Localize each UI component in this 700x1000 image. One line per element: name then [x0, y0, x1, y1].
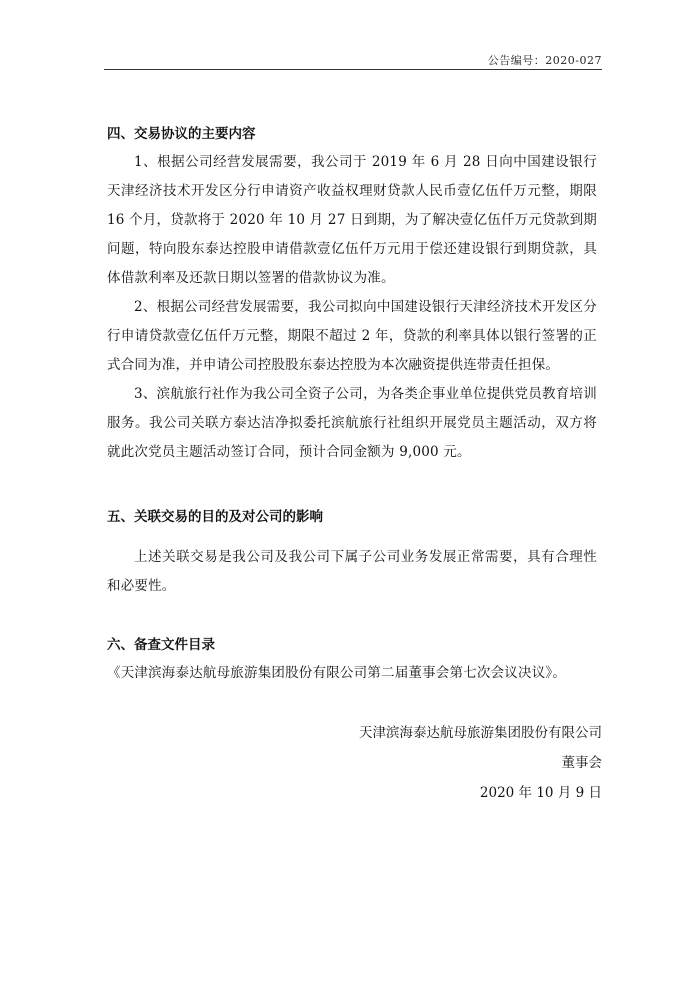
spacer	[107, 467, 597, 503]
signature-block	[359, 718, 602, 808]
paragraph: 1、根据公司经营发展需要，我公司于 2019 年 6 月 28 日向中国建设银行天津经济技术开发区分行申请资产收益权理财贷款人民币壹亿伍仟万元整，期限 16 个月，贷款将于 2020 年 10 月 27 日到期，为了解决壹亿伍仟万元贷款到期问题，特向股东泰达控股申请借款壹亿伍仟万元用于偿还建设银行到期贷款，具体借款利率及还款日期以签署的借款协议为准。	[107, 154, 597, 286]
signature-board: 董事会	[561, 755, 602, 771]
document-body	[107, 120, 597, 688]
signature-company: 天津滨海泰达航母旅游集团股份有限公司	[359, 725, 602, 741]
section-purpose-impact	[107, 503, 597, 601]
spacer	[107, 531, 597, 543]
section-transaction-agreement	[107, 120, 597, 467]
spacer	[107, 601, 597, 631]
paragraph: 3、滨航旅行社作为我公司全资子公司，为各类企事业单位提供党员教育培训服务。我公司关联方泰达洁净拟委托滨航旅行社组织开展党员主题活动，双方将就此次党员主题活动签订合同，预计合同金额为 9,000 元。	[107, 386, 597, 460]
paragraph: 《天津滨海泰达航母旅游集团股份有限公司第二届董事会第七次会议决议》。	[107, 665, 567, 681]
header-divider	[104, 69, 602, 70]
signature-date: 2020 年 10 月 9 日	[479, 785, 602, 801]
section-heading: 四、交易协议的主要内容	[107, 126, 256, 142]
section-heading: 五、关联交易的目的及对公司的影响	[107, 509, 323, 525]
section-reference-documents	[107, 631, 597, 688]
paragraph: 上述关联交易是我公司及我公司下属子公司业务发展正常需要，具有合理性和必要性。	[107, 549, 597, 594]
section-heading: 六、备查文件目录	[107, 637, 215, 653]
paragraph: 2、根据公司经营发展需要，我公司拟向中国建设银行天津经济技术开发区分行申请贷款壹亿伍仟万元整，期限不超过 2 年，贷款的利率具体以银行签署的正式合同为准，并申请公司控股股东泰达控股为本次融资提供连带责任担保。	[107, 299, 597, 373]
announcement-code: 公告编号：2020-027	[487, 54, 602, 67]
